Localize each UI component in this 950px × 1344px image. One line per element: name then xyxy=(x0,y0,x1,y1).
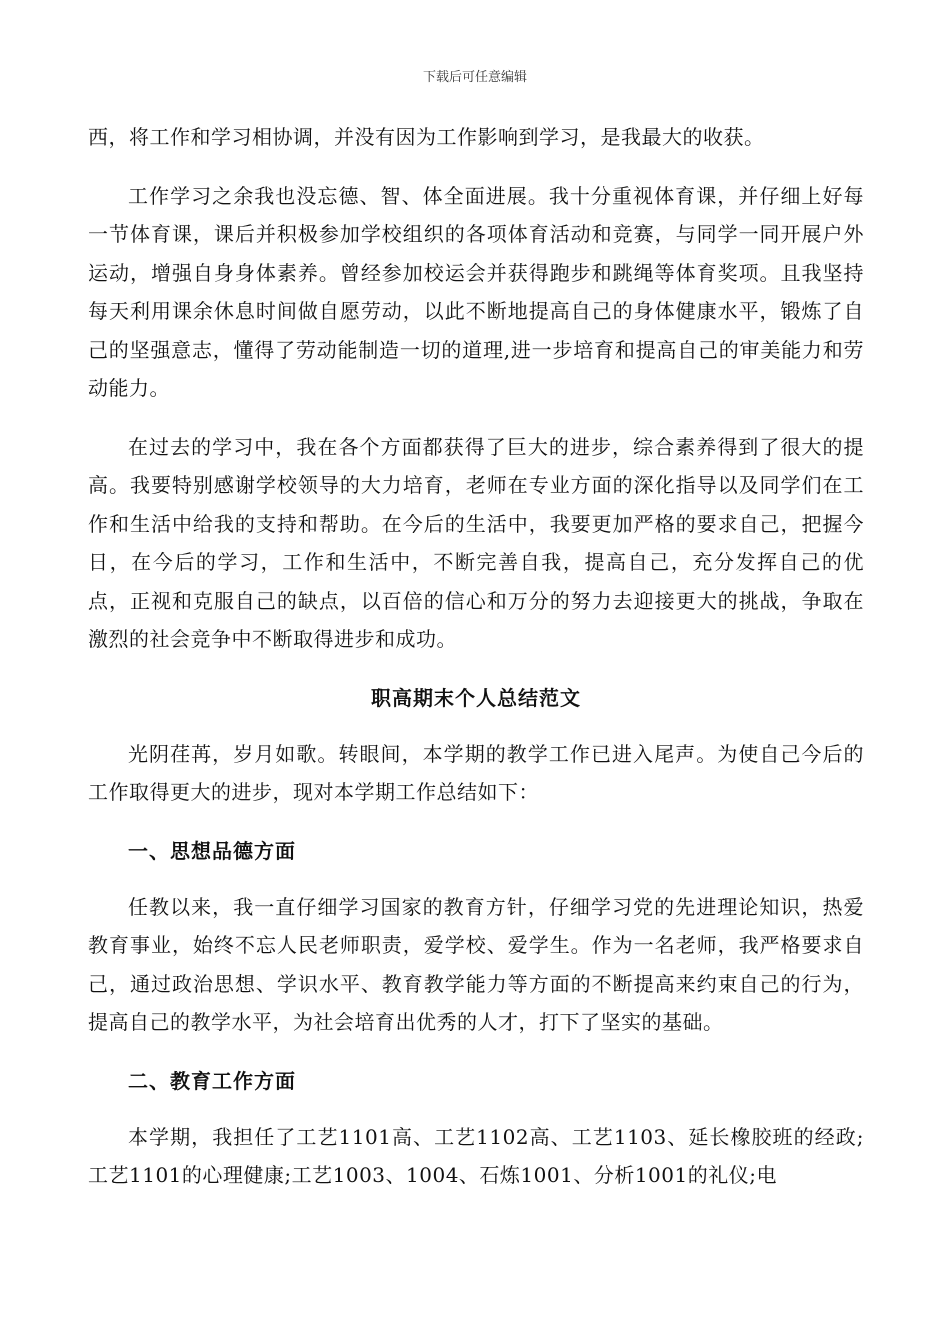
paragraph-introduction: 光阴荏苒，岁月如歌。转眼间，本学期的教学工作已进入尾声。为使自己今后的工作取得更大的进步，现对本学期工作总结如下： xyxy=(88,741,864,804)
paragraph-ideology: 任教以来，我一直仔细学习国家的教育方针，仔细学习党的先进理论知识，热爱教育事业，始终不忘人民老师职责，爱学校、爱学生。作为一名老师，我严格要求自己，通过政治思想、学识水平、教育教学能力等方面的不断提高来约束自己的行为，提高自己的教学水平，为社会培育出优秀的人才，打下了坚实的基础。 xyxy=(88,894,864,1034)
paragraph-gratitude: 在过去的学习中，我在各个方面都获得了巨大的进步，综合素养得到了很大的提高。我要特别感谢学校领导的大力培育，老师在专业方面的深化指导以及同学们在工作和生活中给我的支持和帮助。在今后的生活中，我要更加严格的要求自己，把握今日，在今后的学习，工作和生活中，不断完善自我，提高自己，充分发挥自己的优点，正视和克服自己的缺点，以百倍的信心和万分的努力去迎接更大的挑战，争取在激烈的社会竞争中不断取得进步和成功。 xyxy=(88,434,864,651)
section-heading-education: 二、教育工作方面 xyxy=(128,1068,296,1093)
page-header-note: 下载后可任意编辑 xyxy=(422,70,527,85)
paragraph-education: 本学期，我担任了工艺1101高、工艺1102高、工艺1103、延长橡胶班的经政;工艺1101的心理健康;工艺1003、1004、石炼1001、分析1001的礼仪;电 xyxy=(88,1124,864,1187)
document-title: 职高期末个人总结范文 xyxy=(371,685,581,710)
section-heading-ideology: 一、思想品德方面 xyxy=(128,838,296,863)
paragraph-all-round-development: 工作学习之余我也没忘德、智、体全面进展。我十分重视体育课，并仔细上好每一节体育课，课后并积极参加学校组织的各项体育活动和竞赛，与同学一同开展户外运动，增强自身身体素养。曾经参加校运会并获得跑步和跳绳等体育奖项。且我坚持每天利用课余休息时间做自愿劳动，以此不断地提高自己的身体健康水平，锻炼了自己的坚强意志，懂得了劳动能制造一切的道理,进一步培育和提高自己的审美能力和劳动能力。 xyxy=(88,183,864,400)
document-body xyxy=(88,118,864,1215)
paragraph-continuation: 西，将工作和学习相协调，并没有因为工作影响到学习，是我最大的收获。 xyxy=(88,125,765,149)
